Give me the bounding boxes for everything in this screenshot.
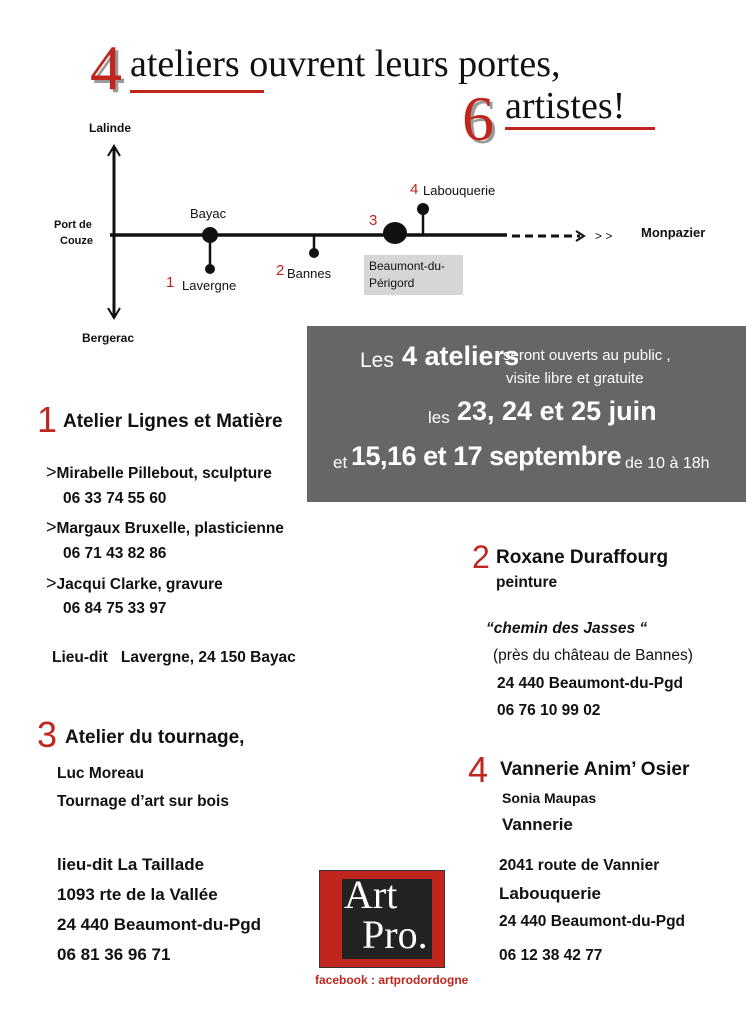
map-number-3: 3 [369, 212, 378, 229]
artist-3-name: Jacqui Clarke, gravure [56, 576, 223, 593]
atelier-4-line-4: Labouquerie [499, 884, 602, 903]
header-title-line2: artistes! [505, 85, 626, 127]
map-label-lalinde: Lalinde [89, 121, 132, 135]
map-label-bayac: Bayac [190, 206, 227, 221]
banner-les: Les [360, 349, 394, 372]
map-label-bannes: Bannes [287, 266, 332, 281]
banner-ouverts: seront ouverts au public , [503, 347, 671, 364]
atelier-4-line-2: Vannerie [502, 815, 573, 834]
atelier-2-line-1: “chemin des Jasses “ [486, 620, 648, 637]
banner-hours: de 10 à 18h [625, 455, 710, 472]
opening-banner [307, 326, 746, 502]
banner-dates2-prefix: et [333, 453, 348, 472]
atelier-2-phone: 06 76 10 99 02 [497, 702, 601, 719]
bannes-dot [309, 248, 319, 258]
atelier-1-artist-2 [46, 517, 284, 538]
atelier-1-artist-3 [46, 573, 223, 594]
atelier-3-line-5: 24 440 Beaumont-du-Pgd [57, 915, 262, 934]
lavergne-dot [205, 264, 215, 274]
banner-ateliers: 4 ateliers [402, 341, 520, 371]
atelier-3-line-2: Tournage d’art sur bois [57, 793, 229, 810]
logo-text-art: Art [344, 872, 398, 917]
atelier-1-phone-2: 06 71 43 82 86 [63, 545, 167, 562]
map-label-monpazier: Monpazier [641, 225, 706, 240]
atelier-3-line-4: 1093 rte de la Vallée [57, 885, 218, 904]
arrow-icon: > [46, 517, 57, 537]
arrow-icon: > [46, 462, 57, 482]
map-arrows: > > [595, 229, 613, 243]
atelier-3-line-3: lieu-dit La Taillade [57, 855, 205, 874]
atelier-3-line-1: Luc Moreau [57, 765, 144, 782]
labouquerie-dot [417, 203, 429, 215]
map-number-1: 1 [166, 274, 175, 291]
map-label-beaumont-1: Beaumont-du- [369, 259, 446, 273]
atelier-4-title: Vannerie Anim’ Osier [500, 759, 690, 780]
atelier-1-phone-1: 06 33 74 55 60 [63, 490, 167, 507]
atelier-1-artist-1 [46, 462, 272, 483]
atelier-4-phone: 06 12 38 42 77 [499, 947, 603, 964]
header-number-6: 6 [462, 83, 494, 154]
atelier-4-number: 4 [468, 749, 489, 790]
atelier-2-number: 2 [472, 539, 490, 575]
map-number-4: 4 [410, 181, 419, 198]
atelier-4-line-3: 2041 route de Vannier [499, 857, 660, 874]
atelier-2-line-2: (près du château de Bannes) [493, 647, 693, 664]
beaumont-node [383, 222, 407, 244]
artist-1-name: Mirabelle Pillebout, sculpture [56, 465, 272, 482]
atelier-2-line-3: 24 440 Beaumont-du-Pgd [497, 675, 684, 692]
map-label-lavergne: Lavergne [182, 278, 237, 293]
map-label-bergerac: Bergerac [82, 331, 135, 345]
atelier-1-address: Lieu-dit Lavergne, 24 150 Bayac [52, 649, 296, 666]
logo-text-pro: Pro. [362, 912, 428, 957]
arrow-icon: > [46, 573, 57, 593]
artpro-logo [319, 870, 445, 968]
banner-dates1-prefix: les [428, 408, 450, 427]
banner-dates1: 23, 24 et 25 juin [457, 396, 657, 426]
facebook-link[interactable]: facebook : artprodordogne [315, 973, 469, 987]
banner-dates2: 15,16 et 17 septembre [351, 441, 622, 471]
atelier-2-discipline: peinture [496, 574, 558, 591]
map-label-couze: Couze [60, 235, 93, 247]
artist-2-name: Margaux Bruxelle, plasticienne [56, 520, 284, 537]
atelier-3-number: 3 [37, 714, 58, 755]
atelier-3-title: Atelier du tournage, [65, 727, 245, 748]
atelier-1-number: 1 [37, 399, 58, 440]
map-label-labouquerie: Labouquerie [423, 183, 496, 198]
header-number-4: 4 [90, 32, 122, 103]
atelier-4-line-1: Sonia Maupas [502, 790, 597, 806]
map-label-beaumont-2: Périgord [369, 276, 415, 290]
atelier-1-phone-3: 06 84 75 33 97 [63, 600, 167, 617]
header-title-line1: ateliers ouvrent leurs portes, [130, 43, 561, 85]
map-label-port-de: Port de [54, 219, 92, 231]
atelier-4-line-5: 24 440 Beaumont-du-Pgd [499, 913, 686, 930]
banner-visite: visite libre et gratuite [506, 370, 644, 387]
map-number-2: 2 [276, 262, 285, 279]
atelier-3-phone: 06 81 36 96 71 [57, 945, 171, 964]
atelier-1-title: Atelier Lignes et Matière [63, 411, 283, 432]
atelier-2-title: Roxane Duraffourg [496, 547, 669, 568]
